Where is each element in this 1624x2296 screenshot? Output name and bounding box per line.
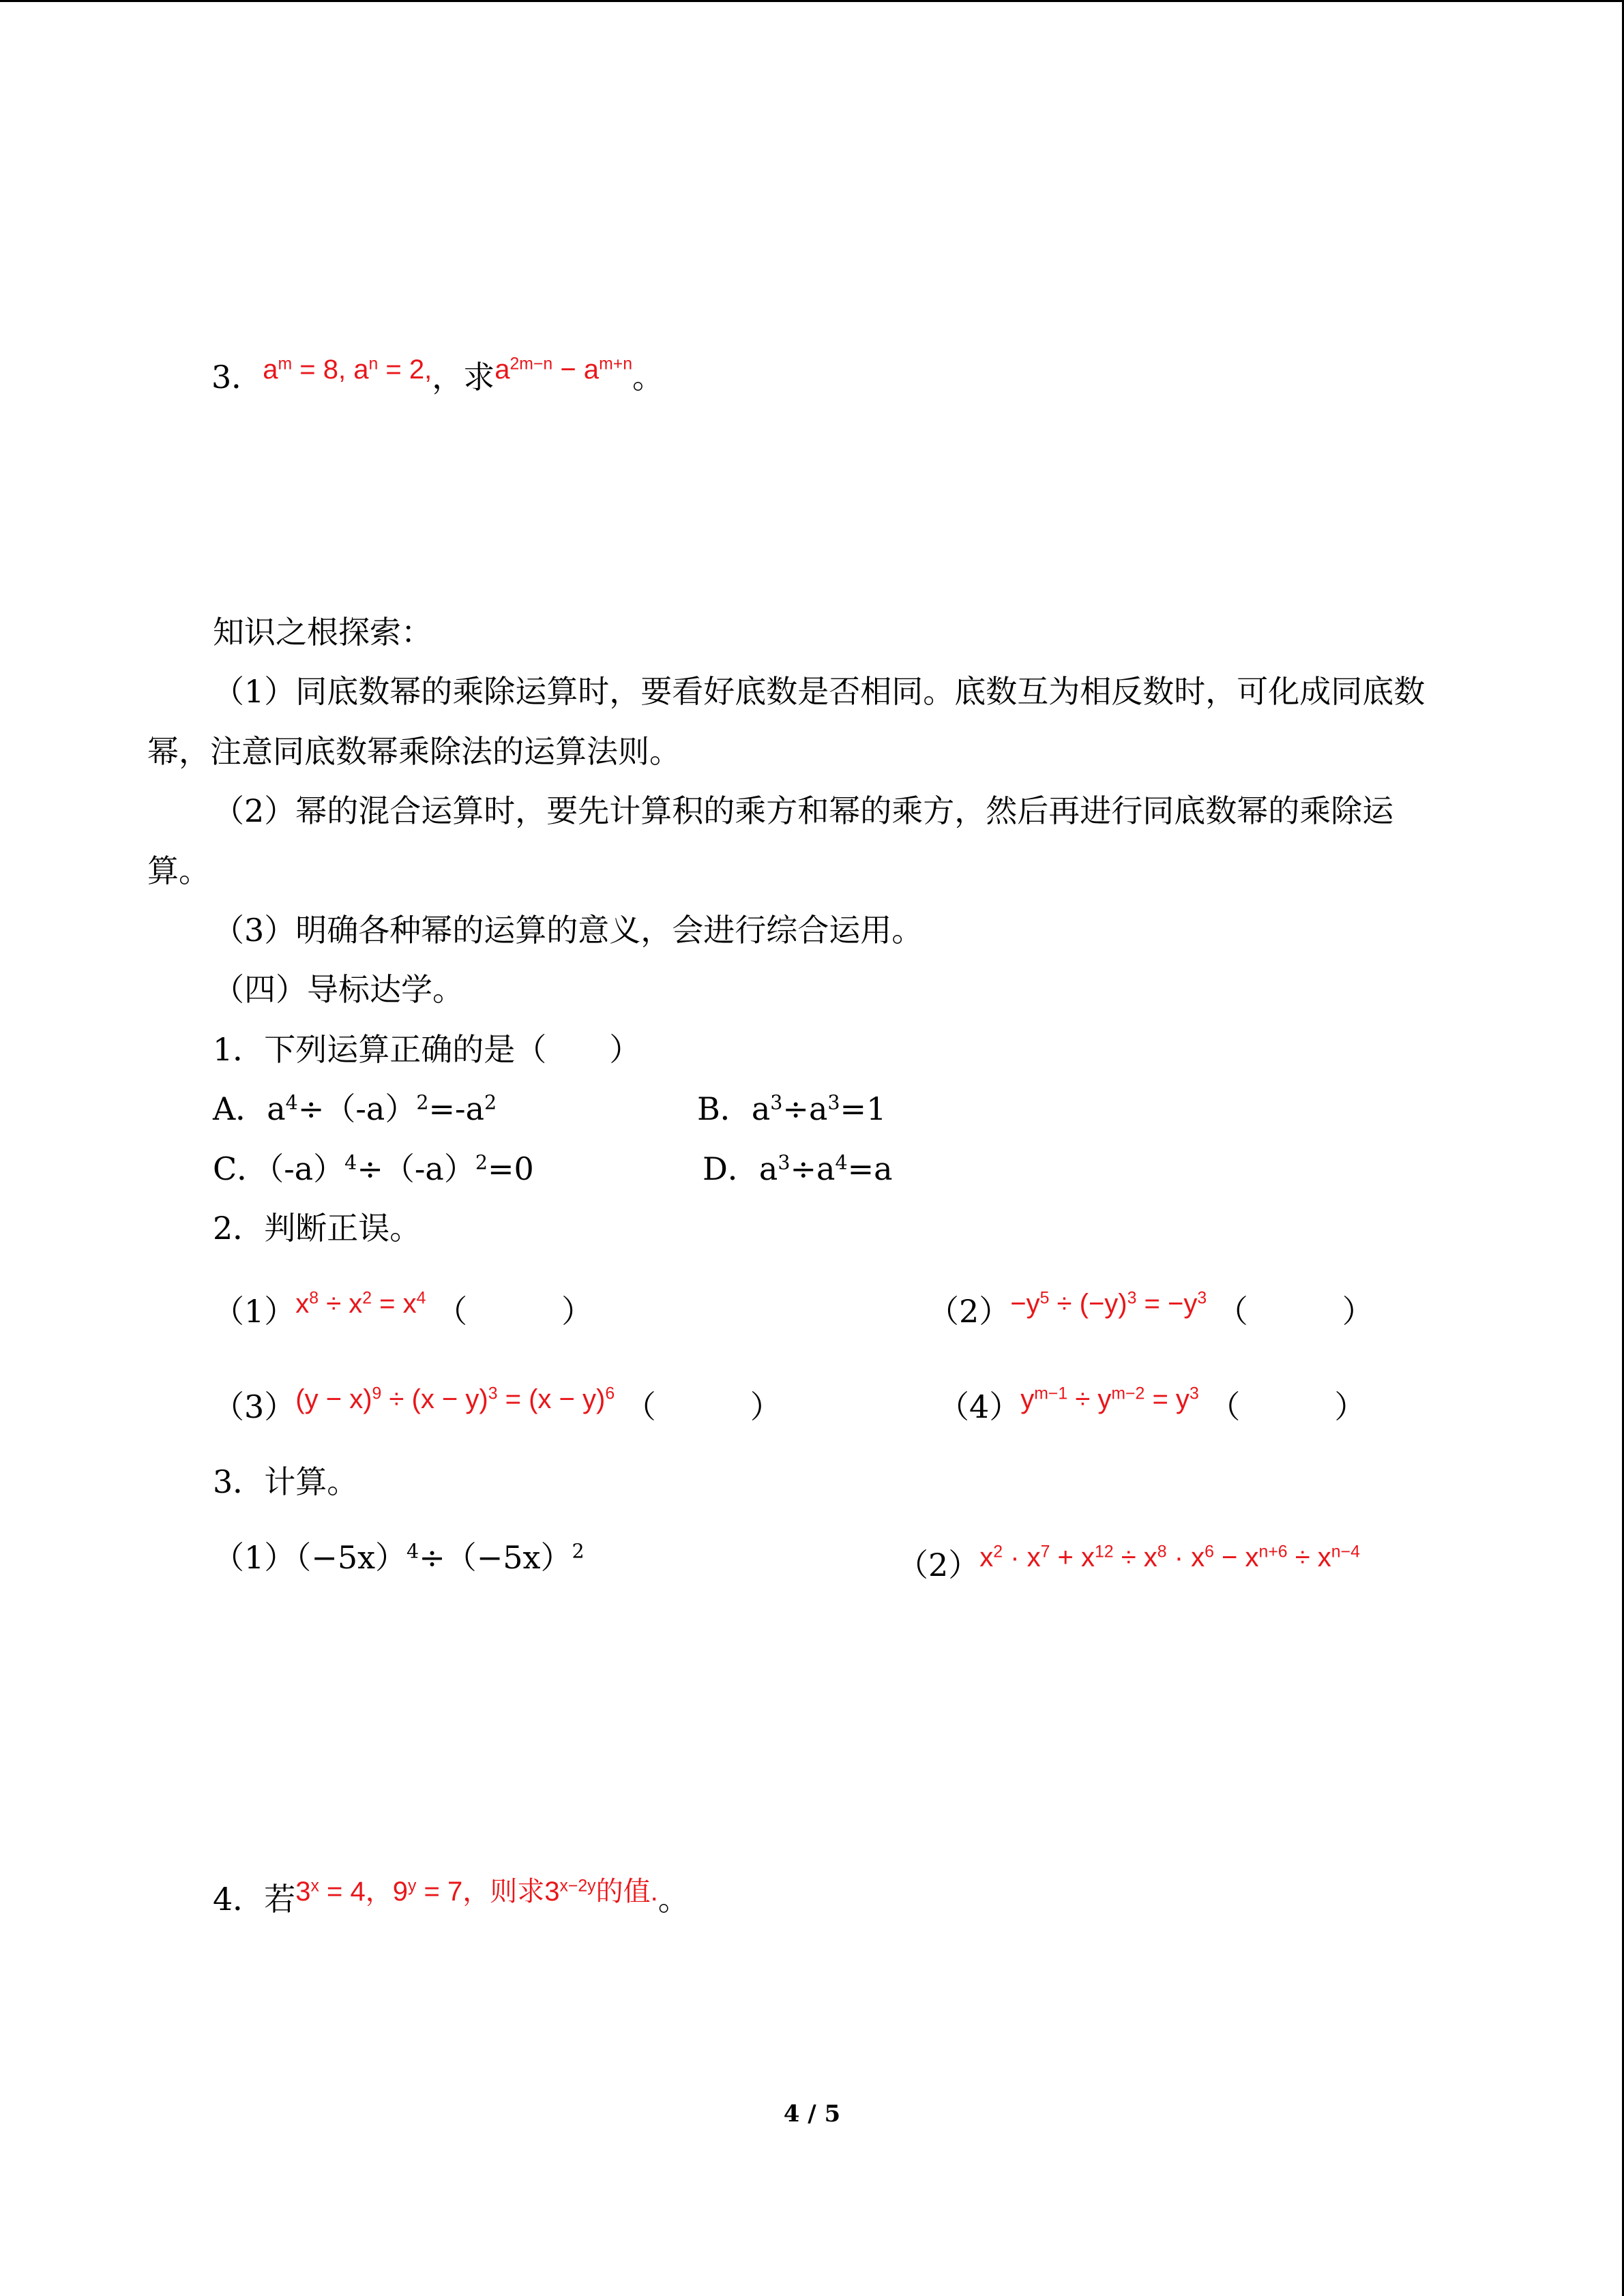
q1-option-a: A．$a^4\div(-a)^2=-a^2$ (213, 1090, 497, 1127)
q2-item-2: $(2)-y^5 \div (-y)^3 = -y^3$ （ ） (928, 1289, 1374, 1330)
q3-item-2: $(2)x^2 \cdot x^7 + x^{12} \div x^8 \cdot x^6 - x^{n+6} \div x^{n-4}$ (897, 1542, 1360, 1583)
knowledge-title: 知识之根探索： (213, 614, 432, 651)
q2-stem: 2．判断正误。 (213, 1210, 422, 1247)
page-top-border (0, 0, 1624, 2)
q1-option-b: B．$a^3\div a^3=1$ (697, 1090, 887, 1127)
q2-item-1: $(1)x^8 \div x^2 = x^4$ （ ） (213, 1289, 593, 1330)
q1-option-d: D．$a^3\div a^4=a$ (703, 1150, 893, 1187)
q2-item-3: $(3)(y - x)^9 \div (x - y)^3 = (x - y)^6$ （ ） (213, 1384, 782, 1425)
given-formula: $a^m = 8$, $a^n = 2$, (263, 355, 432, 385)
page-number: 4 / 5 (783, 2100, 841, 2128)
knowledge-p2-line1: （2）幂的混合运算时，要先计算积的乘方和幂的乘方，然后再进行同底数幂的乘除运 (213, 792, 1394, 829)
target-formula: $a^{2m-n} - a^{m+n}$ (494, 355, 632, 385)
knowledge-p1-line1: （1）同底数幂的乘除运算时，要看好底数是否相同。底数互为相反数时，可化成同底数 (213, 673, 1426, 710)
q3-item-1: $(1)(-5x)^4\div(-5x)^2$ (213, 1539, 585, 1576)
knowledge-p1-line2: 幂，注意同底数幂乘除法的运算法则。 (147, 733, 681, 770)
knowledge-p3: （3）明确各种幂的运算的意义，会进行综合运用。 (213, 912, 924, 949)
q2-item-4: $(4)y^{m-1} \div y^{m-2} = y^3$ （ ） (938, 1384, 1366, 1425)
q1-option-c: C．$(-a)^4\div(-a)^2=0$ (213, 1150, 534, 1187)
knowledge-p2-line2: 算。 (147, 852, 210, 889)
q3-stem: 3．计算。 (213, 1463, 359, 1500)
q4: 4．若$3^x = 4$，$9^y = 7$，则求$3^{x-2y}$的值.。 (213, 1877, 690, 1918)
section-4-title: （四）导标达学。 (213, 971, 464, 1008)
q1-stem: 1．下列运算正确的是（ ） (213, 1031, 641, 1068)
prev-question-3: 3．$a^m = 8$, $a^n = 2$,，求$a^{2m-n} - a^{m+n}$。 (211, 355, 664, 396)
